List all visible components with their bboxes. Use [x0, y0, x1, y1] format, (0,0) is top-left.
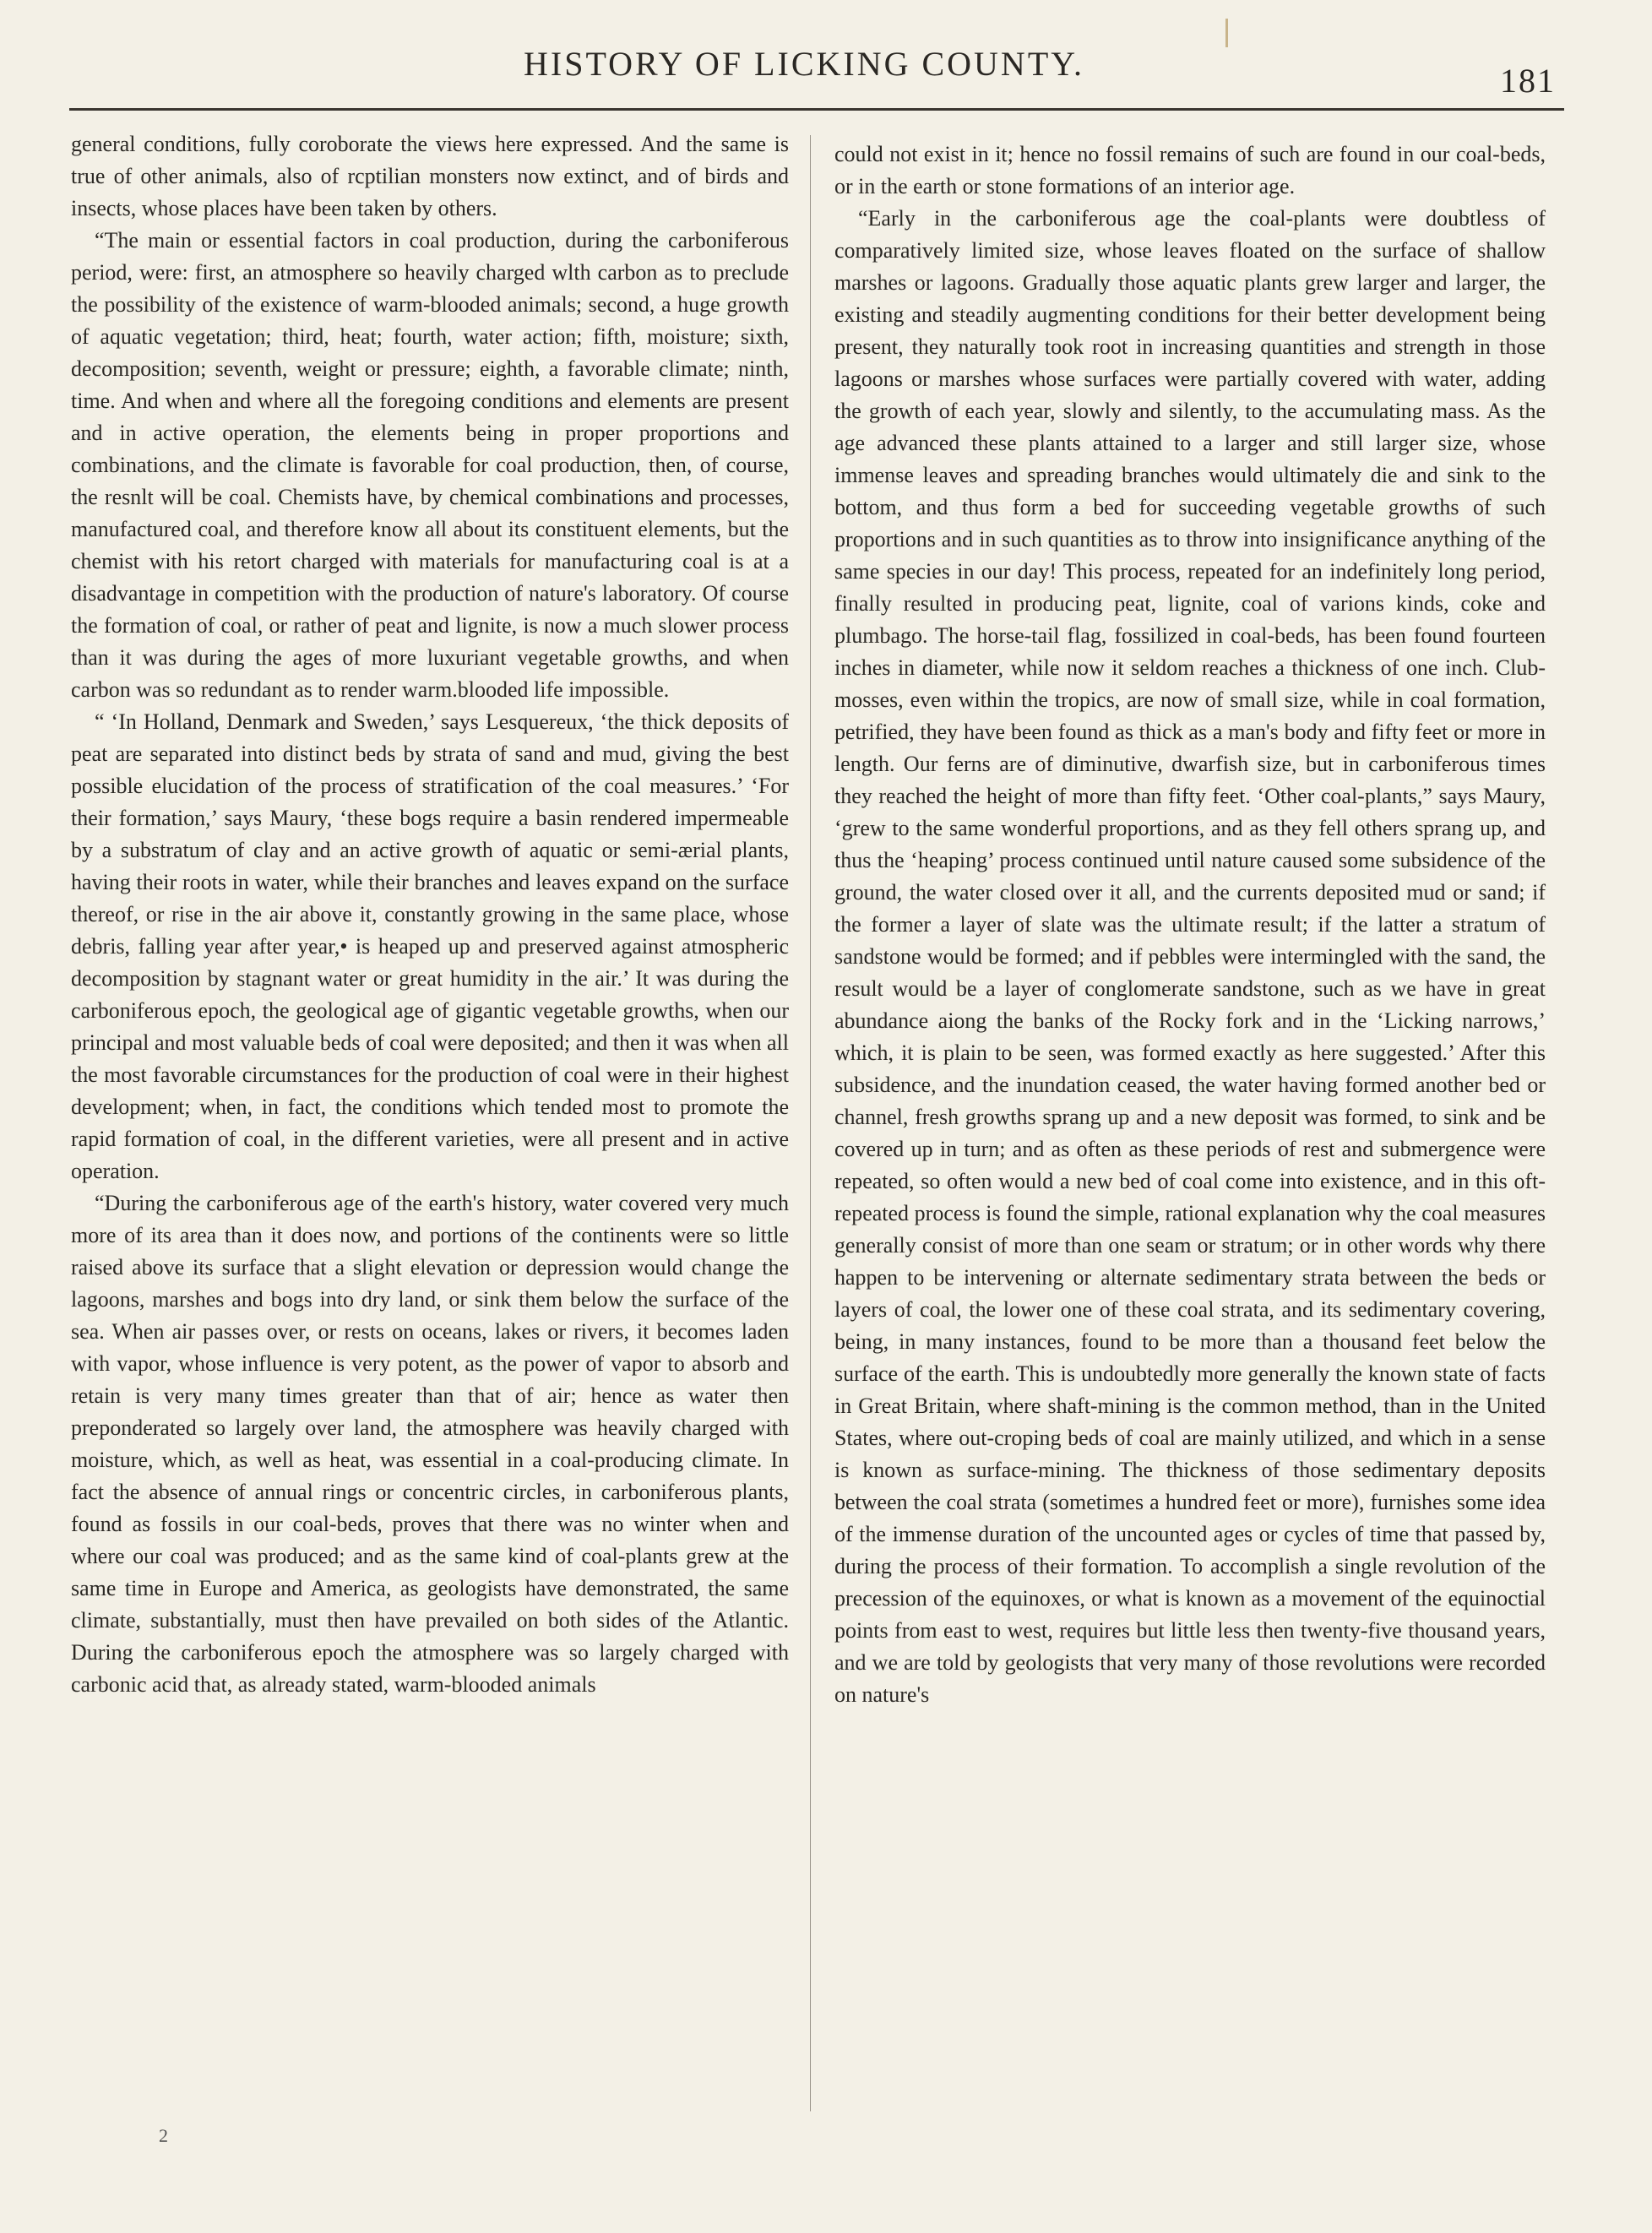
- paragraph: “During the carboniferous age of the earth's history, water covered very much more of its area than it does now, and portions of the continents were so little raised above its surface that a slight elevation or depression would change the lagoons, marshes and bogs into dry land, or sink them below the surface of the sea. When air passes over, or rests on oceans, lakes or rivers, it becomes laden with vapor, whose influence is very potent, as the power of vapor to absorb and retain is very many times greater than that of air; hence as water then preponderated so largely over land, the atmosphere was heavily charged with moisture, which, as well as heat, was essential in a coal-producing climate. In fact the absence of annual rings or concentric circles, in carboniferous plants, found as fossils in our coal-beds, proves that there was no winter when and where our coal was produced; and as the same kind of coal-plants grew at the same time in Europe and America, as geologists have demonstrated, the same climate, substantially, must then have prevailed on both sides of the Atlantic. During the carboniferous epoch the atmosphere was so largely charged with carbonic acid that, as already stated, warm-blooded animals: [71, 1191, 789, 1697]
- right-column: [834, 139, 1546, 1711]
- column-divider: [810, 135, 811, 2111]
- header-rule: [69, 108, 1564, 111]
- signature-mark: 2: [159, 2125, 168, 2146]
- paragraph: “Early in the carboniferous age the coal-plants were doubtless of comparatively limited size, whose leaves floated on the surface of shallow marshes or lagoons. Gradually those aquatic plants grew larger and larger, the existing and steadily augmenting conditions for their better development being present, they naturally took root in increasing quantities and strength in those lagoons or marshes whose surfaces were partially covered with water, adding the growth of each year, slowly and silently, to the accumulating mass. As the age advanced these plants attained to a larger and still larger size, whose immense leaves and spreading branches would ultimately die and sink to the bottom, and thus form a bed for succeeding vegetable growths of such proportions and in such quantities as to throw into insignificance anything of the same species in our day! This process, repeated for an indefinitely long period, finally resulted in producing peat, lignite, coal of varions kinds, coke and plumbago. The horse-tail flag, fossilized in coal-beds, has been found fourteen inches in diameter, while now it seldom reaches a thickness of one inch. Club-mosses, even within the tropics, are now of small size, while in coal formation, petrified, they have been found as thick as a man's body and fifty feet or more in length. Our ferns are of diminutive, dwarfish size, but in carboniferous times they reached the height of more than fifty feet. ‘Other coal-plants,” says Maury, ‘grew to the same wonderful proportions, and as they fell others sprang up, and thus the ‘heaping’ process continued until nature caused some subsidence of the ground, the water closed over it all, and the currents deposited mud or sand; if the former a layer of slate was the ultimate result; if the latter a stratum of sandstone would be formed; and if pebbles were intermingled with the sand, the result would be a layer of conglomerate sandstone, such as we have in great abundance aiong the banks of the Rocky fork and in the ‘Licking narrows,’ which, it is plain to be seen, was formed exactly as here suggested.’ After this subsidence, and the inundation ceased, the water having formed another bed or channel, fresh growths sprang up and a new deposit was formed, to sink and be covered up in turn; and as often as these periods of rest and submergence were repeated, so often would a new bed of coal come into existence, and in this oft-repeated process is found the simple, rational explanation why the coal measures generally consist of more than one seam or stratum; or in other words why there happen to be intervening or alternate sedimentary strata between the beds or layers of coal, the lower one of these coal strata, and its sedimentary covering, being, in many instances, found to be more than a thousand feet below the surface of the earth. This is undoubtedly more generally the known state of facts in Great Britain, where shaft-mining is the common method, than in the United States, where out-croping beds of coal are mainly utilized, and which in a sense is known as surface-mining. The thickness of those sedimentary deposits between the coal strata (sometimes a hundred feet or more), furnishes some idea of the immense duration of the uncounted ages or cycles of time that passed by, during the process of their formation. To accomplish a single revolution of the precession of the equinoxes, or what is known as a movement of the equinoctial points from east to west, requires but little less then twenty-five thousand years, and we are told by geologists that very many of those revolutions were recorded on nature's: [834, 206, 1546, 1707]
- page-number: 181: [1500, 62, 1556, 100]
- running-header-title: HISTORY OF LICKING COUNTY.: [524, 45, 1084, 83]
- paragraph: could not exist in it; hence no fossil remains of such are found in our coal-beds, or in the earth or stone formations of an interior age.: [834, 142, 1546, 198]
- left-column: [71, 128, 789, 1701]
- paragraph: general conditions, fully coroborate the views here expressed. And the same is true of other animals, also of rcptilian monsters now extinct, and of birds and insects, whose places have been taken by others.: [71, 132, 789, 220]
- paragraph: “The main or essential factors in coal production, during the carboniferous period, were: first, an atmosphere so heavily charged wlth carbon as to preclude the possibility of the existence of warm-blooded animals; second, a huge growth of aquatic vegetation; third, heat; fourth, water action; fifth, moisture; sixth, decomposition; seventh, weight or pressure; eighth, a favorable climate; ninth, time. And when and where all the foregoing conditions and elements are present and in active operation, the elements being in proper proportions and combinations, and the climate is favorable for coal production, then, of course, the resnlt will be coal. Chemists have, by chemical combinations and processes, manufactured coal, and therefore know all about its constituent elements, but the chemist with his retort charged with materials for manufacturing coal is at a disadvantage in competition with the production of nature's laboratory. Of course the formation of coal, or rather of peat and lignite, is now a much slower process than it was during the ages of more luxuriant vegetable growths, and when carbon was so redundant as to render warm.blooded life impossible.: [71, 228, 789, 702]
- paragraph: “ ‘In Holland, Denmark and Sweden,’ says Lesquereux, ‘the thick deposits of peat are separated into distinct beds by strata of sand and mud, giving the best possible elucidation of the process of stratification of the coal measures.’ ‘For their formation,’ says Maury, ‘these bogs require a basin rendered impermeable by a substratum of clay and an active growth of aquatic or semi-ærial plants, having their roots in water, while their branches and leaves expand on the surface thereof, or rise in the air above it, constantly growing in the same place, whose debris, falling year after year,• is heaped up and preserved against atmospheric decomposition by stagnant water or great humidity in the air.’ It was during the carboniferous epoch, the geological age of gigantic vegetable growths, when our principal and most valuable beds of coal were deposited; and then it was when all the most favorable circumstances for the production of coal were in their highest development; when, in fact, the conditions which tended most to promote the rapid formation of coal, in the different varieties, were all present and in active operation.: [71, 709, 789, 1183]
- stray-ink-mark: [1225, 19, 1228, 47]
